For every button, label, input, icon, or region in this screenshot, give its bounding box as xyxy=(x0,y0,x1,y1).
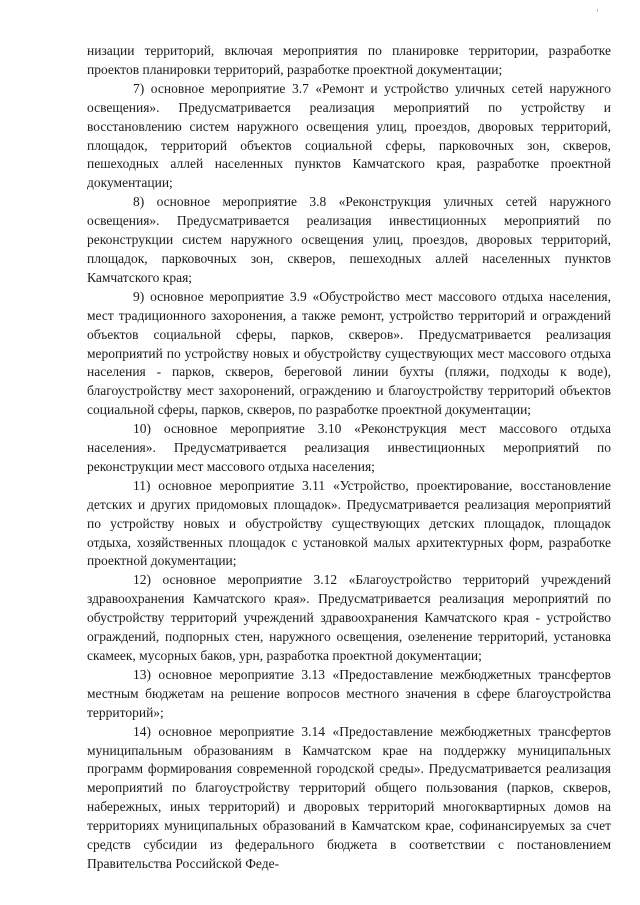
document-body xyxy=(87,42,611,874)
paragraph-item-10: 10) основное мероприятие 3.10 «Реконструкция мест массового отдыха населения». Предусматривается реализация инвестиционных мероприятий по реконструкции мест массового отдыха населения; xyxy=(87,421,611,474)
paragraph-item-12: 12) основное мероприятие 3.12 «Благоустройство территорий учреждений здравоохранения Камчатского края». Предусматривается реализация мероприятий по обустройству территорий учреждений здравоохранения Камчатского края - устройство ограждений, подпорных стен, наружного освещения, озеленение территорий, установка скамеек, мусорных баков, урн, разработка проектной документации; xyxy=(87,572,611,663)
paragraph-item-8: 8) основное мероприятие 3.8 «Реконструкция уличных сетей наружного освещения». Предусматривается реализация инвестиционных мероприятий по реконструкции систем наружного освещения улиц, проездов, дворовых территорий, площадок, парковочных зон, скверов, пешеходных аллей населенных пунктов Камчатского края; xyxy=(87,194,611,285)
paragraph-item-14: 14) основное мероприятие 3.14 «Предоставление межбюджетных трансфертов муниципальным образованиям в Камчатском крае на поддержку муниципальных программ формирования современной городской среды». Предусматривается реализация мероприятий по благоустройству территорий общего пользования (парков, скверов, набережных, иных территорий) и дворовых территорий многоквартирных домов на территориях муниципальных образований в Камчатском крае, софинансируемых за счет средств субсидии из федерального бюджета в соответствии с постановлением Правительства Российской Феде- xyxy=(87,723,611,871)
paragraph-item-9: 9) основное мероприятие 3.9 «Обустройство мест массового отдыха населения, мест традиционного захоронения, а также ремонт, устройство территорий и ограждений объектов социальной сферы, парков, скверов». Предусматривается реализация мероприятий по устройству новых и обустройству существующих мест массового отдыха населения - парков, скверов, береговой линии бухты (пляжи, подходы к воде), благоустройству мест захоронений, ограждению и благоустройству территорий объектов социальной сферы, парков, скверов, по разработке проектной документации; xyxy=(87,288,611,418)
paragraph-continuation: низации территорий, включая мероприятия по планировке территории, разработке проектов планировки территорий, разработке проектной документации; xyxy=(87,43,611,77)
paragraph-item-11: 11) основное мероприятие 3.11 «Устройство, проектирование, восстановление детских и других придомовых площадок». Предусматривается реализация мероприятий по устройству новых и обустройству существующих детских площадок, площадок отдыха, хозяйственных площадок с установкой малых архитектурных форм, разработке проектной документации; xyxy=(87,477,611,569)
scan-mark xyxy=(597,9,598,12)
paragraph-item-7: 7) основное мероприятие 3.7 «Ремонт и устройство уличных сетей наружного освещения». Предусматривается реализация мероприятий по устройству и восстановлению систем наружного освещения улиц, проездов, дворовых территорий, площадок, территорий объектов социальной сферы, парковочных зон, скверов, пешеходных аллей населенных пунктов Камчатского края, разработке проектной документации; xyxy=(87,80,611,191)
paragraph-item-13: 13) основное мероприятие 3.13 «Предоставление межбюджетных трансфертов местным бюджетам на решение вопросов местного значения в сфере благоустройства территорий»; xyxy=(87,666,611,720)
